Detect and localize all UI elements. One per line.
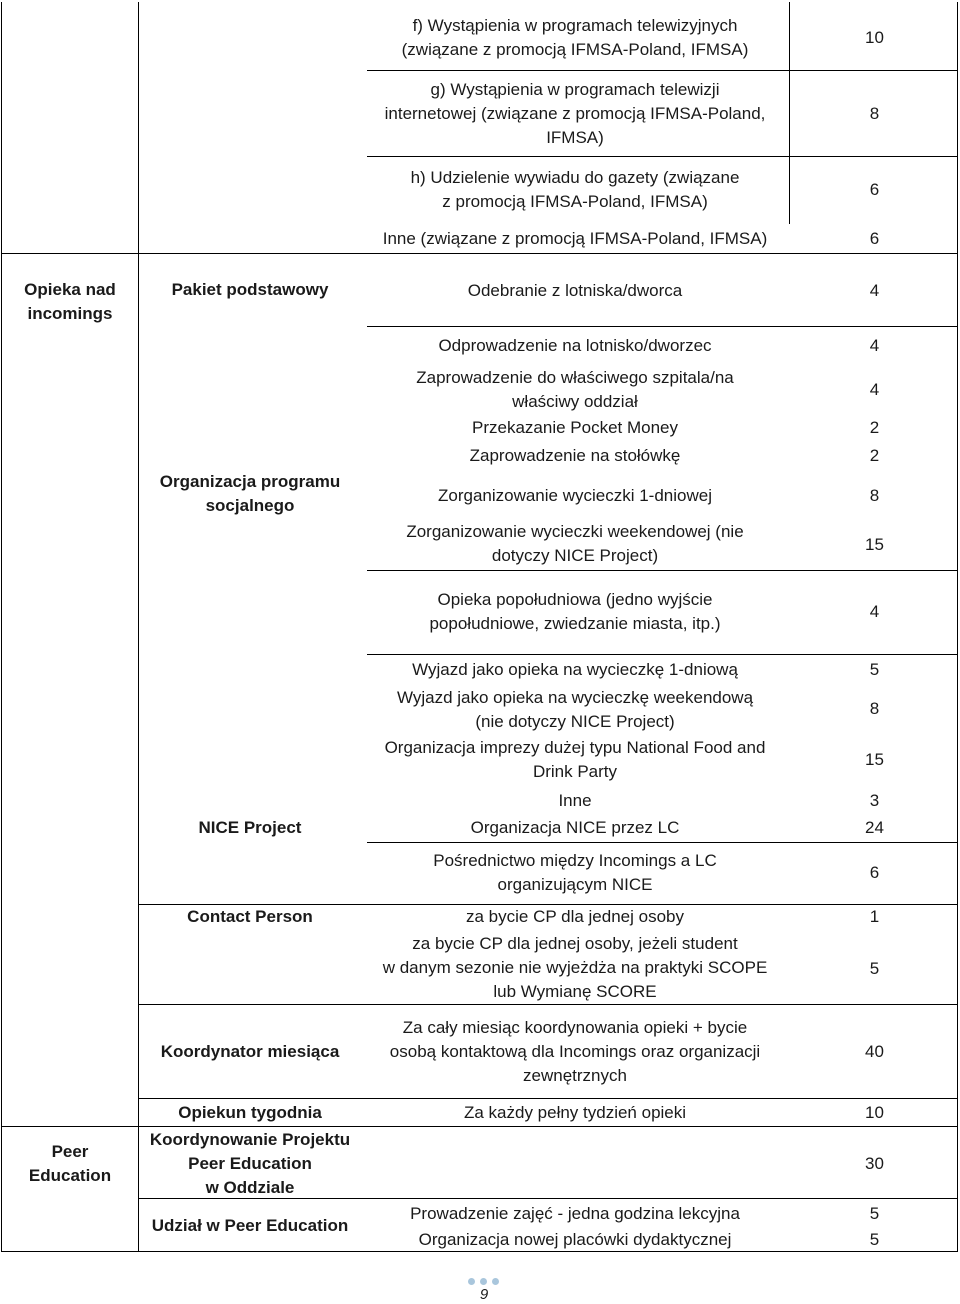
row-divider [367, 70, 957, 71]
desc-g-internet-tv: g) Wystąpienia w programach telewizji internetowej (związane z promocją IFMSA-Poland, IFMSA) [384, 80, 766, 147]
desc-wyjazd-1d: Wyjazd jako opieka na wycieczkę 1-dniową [412, 660, 738, 679]
desc-odprowadzenie: Odprowadzenie na lotnisko/dworzec [438, 336, 712, 355]
desc-wycieczka-1d: Zorganizowanie wycieczki 1-dniowej [437, 486, 712, 505]
row-divider [138, 1004, 957, 1005]
desc-wycieczka-weekend: Zorganizowanie wycieczki weekendowej (nie dotyczy NICE Project) [406, 522, 744, 565]
section-divider [1, 253, 957, 254]
points-nice-org: 24 [865, 818, 884, 837]
section-peer-education: Peer Education [28, 1142, 112, 1185]
points-wyjazd-1d: 5 [869, 660, 880, 679]
points-f-tv: 10 [865, 28, 884, 47]
footer-dots-ornament [466, 1278, 502, 1286]
desc-zajecia: Prowadzenie zajęć - jedna godzina lekcyjna [410, 1204, 740, 1223]
points-wycieczka-weekend: 15 [865, 535, 884, 554]
desc-wyjazd-weekend: Wyjazd jako opieka na wycieczkę weekendową (nie dotyczy NICE Project) [396, 688, 754, 731]
points-cp-2: 5 [869, 959, 880, 978]
points-opiekun: 10 [865, 1103, 884, 1122]
points-inne-social: 3 [869, 791, 880, 810]
points-zajecia: 5 [869, 1204, 880, 1223]
subsection-opiekun-tygodnia: Opiekun tygodnia [178, 1103, 322, 1122]
points-nice-posrednictwo: 6 [869, 863, 880, 882]
points-zaprowadzenie-szpital: 4 [869, 380, 880, 399]
desc-cp-1: za bycie CP dla jednej osoby [466, 907, 684, 926]
section-divider [1, 1126, 957, 1127]
desc-impreza: Organizacja imprezy dużej typu National Food and Drink Party [384, 738, 766, 781]
subsection-contact-person: Contact Person [187, 907, 313, 926]
table-border-col2 [138, 2, 139, 1252]
row-divider [138, 1098, 957, 1099]
desc-cp-2: za bycie CP dla jednej osoby, jeżeli student w danym sezonie nie wyjeżdża na praktyki SCOPE lub Wymianę SCORE [382, 934, 768, 1001]
subsection-koordynator-miesiaca: Koordynator miesiąca [160, 1042, 340, 1061]
desc-stolowka: Zaprowadzenie na stołówkę [469, 446, 681, 465]
desc-opiekun: Za każdy pełny tydzień opieki [463, 1103, 687, 1122]
subsection-nice-project: NICE Project [198, 818, 302, 837]
points-placowka: 5 [869, 1230, 880, 1249]
subsection-koordynowanie-projektu-pe: Koordynowanie Projektu Peer Education w Oddziale [149, 1130, 351, 1197]
table-border-left [1, 2, 2, 1252]
row-divider [367, 156, 957, 157]
subsection-organizacja-programu-socjalnego: Organizacja programu socjalnego [159, 472, 341, 515]
desc-zaprowadzenie-szpital: Zaprowadzenie do właściwego szpitala/na właściwy oddział [416, 368, 734, 411]
desc-inne-social: Inne [558, 791, 592, 810]
desc-odebranie: Odebranie z lotniska/dworca [467, 281, 683, 300]
points-wycieczka-1d: 8 [869, 486, 880, 505]
row-divider [367, 842, 957, 843]
desc-inne-promo: Inne (związane z promocją IFMSA-Poland, IFMSA) [382, 229, 768, 248]
points-g-internet-tv: 8 [869, 104, 880, 123]
desc-opieka-popoludniowa: Opieka popołudniowa (jedno wyjście popołudniowe, zwiedzanie miasta, itp.) [429, 590, 721, 633]
points-opieka-popoludniowa: 4 [869, 602, 880, 621]
points-koordynator: 40 [865, 1042, 884, 1061]
row-divider [367, 570, 957, 571]
points-stolowka: 2 [869, 446, 880, 465]
points-inne-promo: 6 [869, 229, 880, 248]
subsection-pakiet-podstawowy: Pakiet podstawowy [171, 280, 329, 299]
desc-h-interview: h) Udzielenie wywiadu do gazety (związane z promocją IFMSA-Poland, IFMSA) [410, 168, 740, 211]
subsection-udzial-w-peer-education: Udział w Peer Education [151, 1216, 349, 1235]
desc-placowka: Organizacja nowej placówki dydaktycznej [418, 1230, 732, 1249]
desc-pocket-money: Przekazanie Pocket Money [472, 418, 678, 437]
points-odebranie: 4 [869, 281, 880, 300]
desc-nice-posrednictwo: Pośrednictwo między Incomings a LC organizującym NICE [433, 851, 717, 894]
points-cp-1: 1 [869, 907, 880, 926]
page-number: 9 [479, 1286, 489, 1303]
desc-koordynator: Za cały miesiąc koordynowania opieki + bycie osobą kontaktową dla Incomings oraz organizacji zewnętrznych [389, 1018, 761, 1085]
row-divider [367, 326, 957, 327]
points-koord-pe: 30 [865, 1154, 884, 1173]
points-h-interview: 6 [869, 180, 880, 199]
points-wyjazd-weekend: 8 [869, 699, 880, 718]
points-impreza: 15 [865, 750, 884, 769]
points-odprowadzenie: 4 [869, 336, 880, 355]
desc-f-tv: f) Wystąpienia w programach telewizyjnych (związane z promocją IFMSA-Poland, IFMSA) [401, 16, 749, 59]
row-divider [367, 654, 957, 655]
section-opieka-nad-incomings: Opieka nad incomings [24, 280, 116, 323]
table-border-right [957, 2, 958, 1252]
desc-nice-org: Organizacja NICE przez LC [470, 818, 680, 837]
points-pocket-money: 2 [869, 418, 880, 437]
